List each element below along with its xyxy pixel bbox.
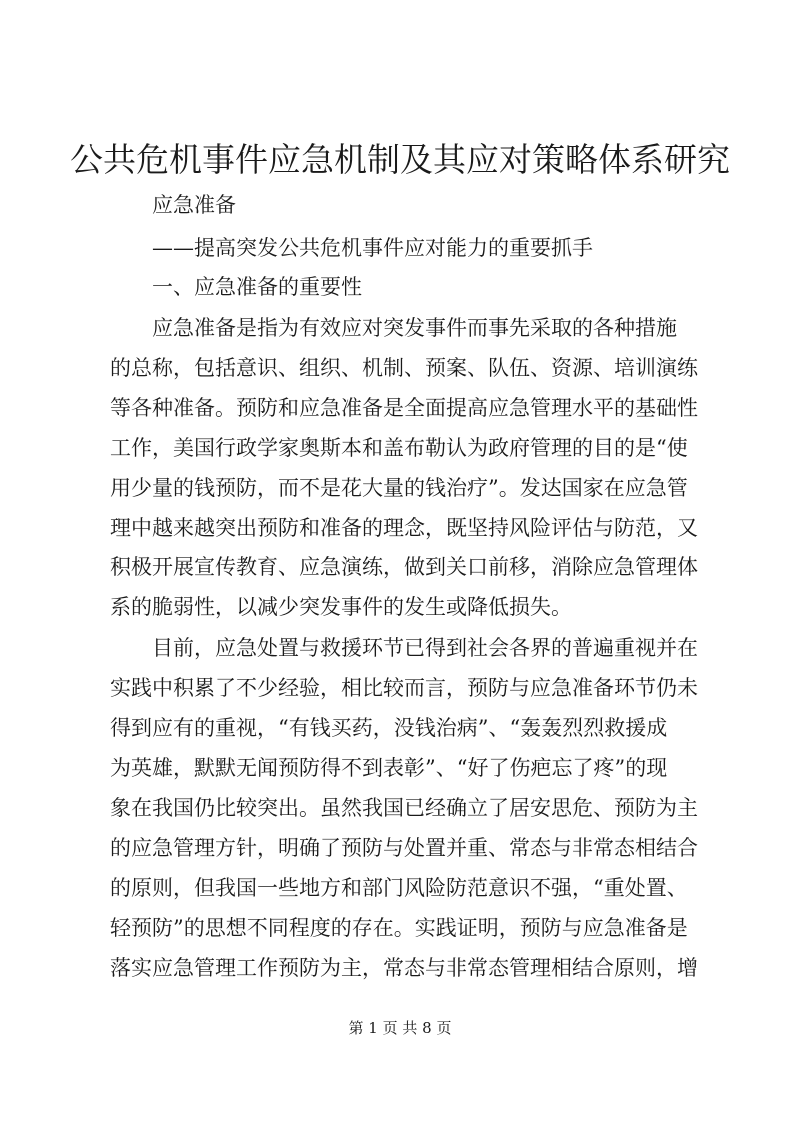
section-title: 应急准备 bbox=[152, 193, 236, 217]
paragraph-line: 工作，美国行政学家奥斯本和盖布勒认为政府管理的目的是“使 bbox=[110, 436, 688, 460]
paragraph-line: 系的脆弱性，以减少突发事件的发生或降低损失。 bbox=[110, 595, 572, 619]
paragraph-line: 等各种准备。预防和应急准备是全面提高应急管理水平的基础性 bbox=[110, 396, 698, 420]
paragraph-line: 轻预防”的思想不同程度的存在。实践证明，预防与应急准备是 bbox=[110, 916, 688, 940]
paragraph-line: 应急准备是指为有效应对突发事件而事先采取的各种措施 bbox=[152, 316, 677, 340]
document-title: 公共危机事件应急机制及其应对策略体系研究 bbox=[70, 140, 730, 179]
paragraph-line: 实践中积累了不少经验，相比较而言，预防与应急准备环节仍未 bbox=[110, 676, 698, 700]
paragraph-line: 得到应有的重视，“有钱买药，没钱治病”、“轰轰烈烈救援成 bbox=[110, 716, 668, 740]
paragraph-line: 的应急管理方针，明确了预防与处置并重、常态与非常态相结合 bbox=[110, 836, 698, 860]
paragraph-line: 目前，应急处置与救援环节已得到社会各界的普遍重视并在 bbox=[152, 636, 698, 660]
paragraph-line: 用少量的钱预防，而不是花大量的钱治疗”。发达国家在应急管 bbox=[110, 476, 688, 500]
paragraph-line: 落实应急管理工作预防为主，常态与非常态管理相结合原则，增 bbox=[110, 956, 698, 980]
paragraph-line: 理中越来越突出预防和准备的理念，既坚持风险评估与防范，又 bbox=[110, 516, 698, 540]
paragraph-line: 积极开展宣传教育、应急演练，做到关口前移，消除应急管理体 bbox=[110, 555, 698, 579]
heading-1: 一、应急准备的重要性 bbox=[152, 275, 362, 299]
paragraph-line: 的总称，包括意识、组织、机制、预案、队伍、资源、培训演练 bbox=[110, 356, 698, 380]
paragraph-line: 象在我国仍比较突出。虽然我国已经确立了居安思危、预防为主 bbox=[110, 796, 698, 820]
paragraph-line: 的原则，但我国一些地方和部门风险防范意识不强，“重处置、 bbox=[110, 876, 688, 900]
paragraph-line: 为英雄，默默无闻预防得不到表彰”、“好了伤疤忘了疼”的现 bbox=[110, 756, 668, 780]
page-indicator: 第 1 页 共 8 页 bbox=[348, 1019, 452, 1037]
subtitle: ——提高突发公共危机事件应对能力的重要抓手 bbox=[152, 236, 593, 260]
